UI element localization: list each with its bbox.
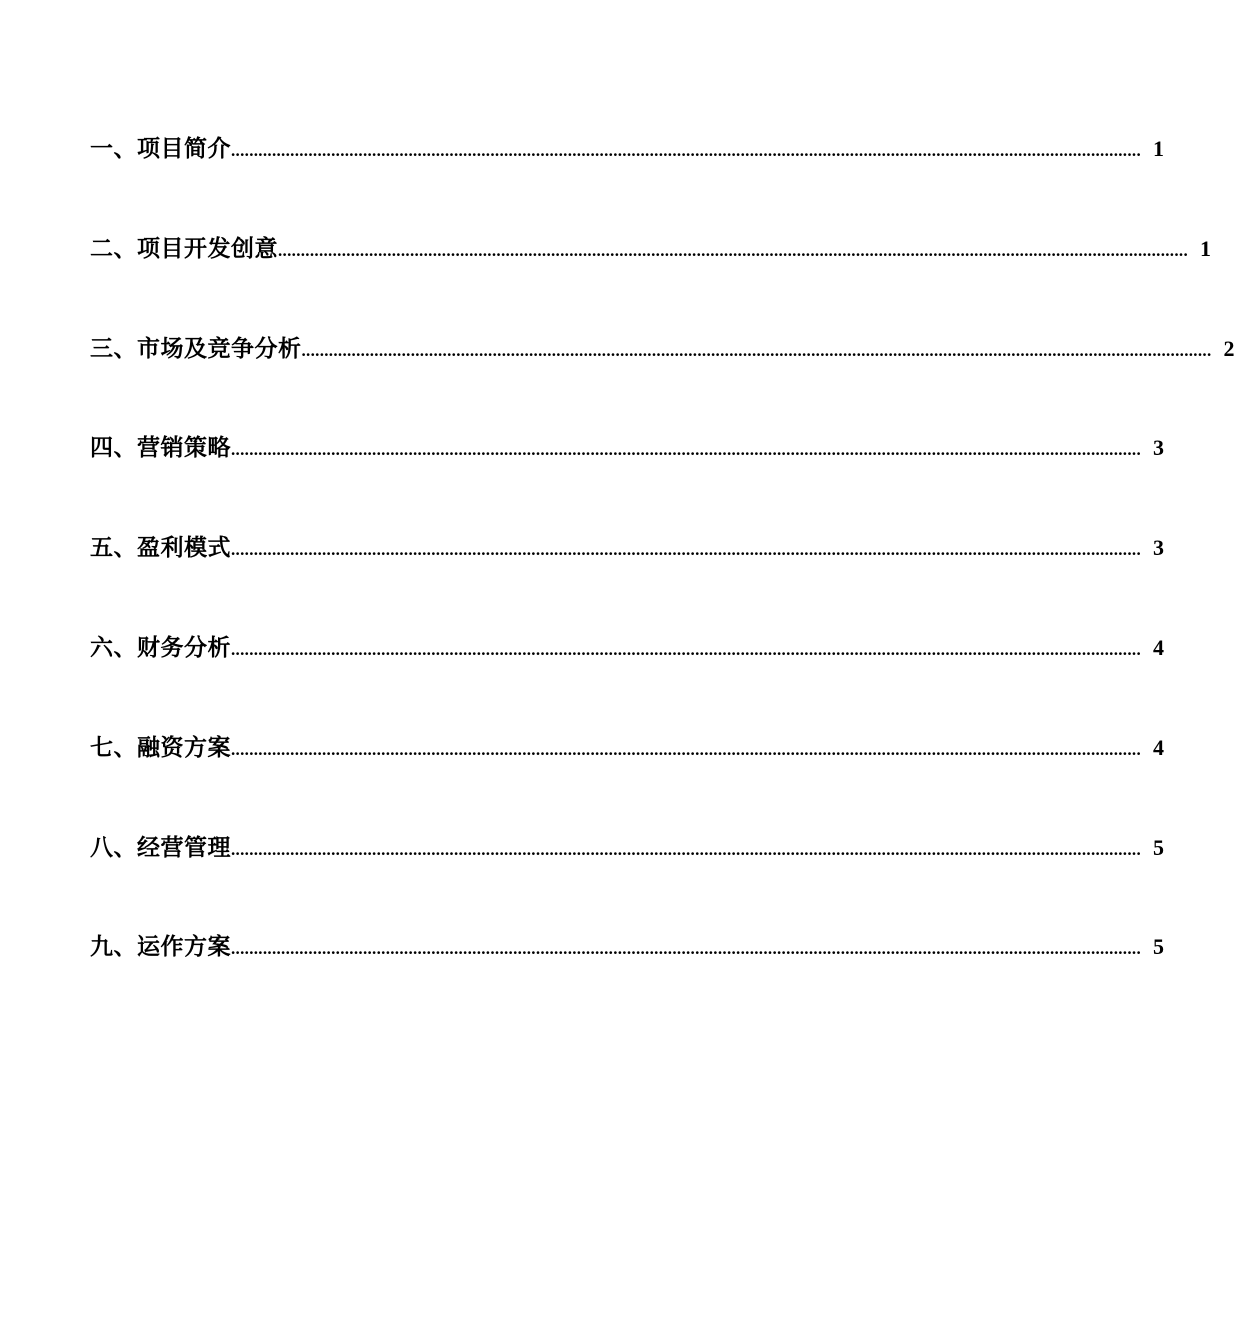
toc-dot-leader: ........................................................................................................................................................................................................ (231, 839, 1141, 859)
toc-page-number: 1 (1153, 136, 1164, 161)
toc-entry-3[interactable] (90, 326, 1235, 372)
toc-entry-title: 八、经营管理 (90, 834, 231, 861)
toc-page-number: 3 (1153, 435, 1164, 461)
toc-dot-leader: ........................................................................................................................................................................................................ (231, 141, 1141, 160)
toc-entry-6[interactable] (90, 625, 1164, 671)
toc-page-number: 4 (1153, 634, 1164, 660)
toc-page-number: 4 (1153, 734, 1164, 760)
toc-dot-leader: ........................................................................................................................................................................................................ (231, 540, 1141, 560)
toc-dot-leader: ........................................................................................................................................................................................................ (301, 340, 1212, 360)
toc-entry-title: 二、项目开发创意 (90, 235, 278, 262)
toc-entry-title: 七、融资方案 (90, 734, 231, 761)
toc-dot-leader: ........................................................................................................................................................................................................ (231, 739, 1141, 759)
toc-entry-4[interactable] (90, 425, 1164, 471)
toc-entry-8[interactable] (90, 825, 1164, 871)
toc-entry-1[interactable] (90, 126, 1164, 172)
toc-dot-leader: ........................................................................................................................................................................................................ (231, 639, 1141, 659)
toc-page-number: 3 (1153, 535, 1164, 561)
toc-entry-title: 一、项目简介 (90, 136, 231, 162)
toc-entry-title: 五、盈利模式 (90, 535, 231, 562)
toc-entry-2[interactable] (90, 226, 1211, 272)
toc-page-number: 5 (1153, 834, 1164, 860)
toc-entry-title: 九、运作方案 (90, 934, 231, 961)
toc-page-number: 2 (1223, 335, 1235, 361)
toc-entry-title: 四、营销策略 (90, 435, 231, 462)
toc-dot-leader: ........................................................................................................................................................................................................ (231, 440, 1141, 460)
toc-dot-leader: ........................................................................................................................................................................................................ (278, 240, 1188, 260)
toc-entry-5[interactable] (90, 525, 1164, 571)
toc-entry-7[interactable] (90, 725, 1164, 771)
toc-page-number: 5 (1153, 934, 1164, 960)
toc-entry-title: 六、财务分析 (90, 634, 231, 661)
toc-dot-leader: ........................................................................................................................................................................................................ (231, 939, 1141, 959)
toc-entry-9[interactable] (90, 924, 1164, 970)
toc-entry-title: 三、市场及竞争分析 (90, 335, 302, 362)
toc-page-number: 1 (1200, 235, 1211, 261)
table-of-contents (90, 126, 1235, 1024)
